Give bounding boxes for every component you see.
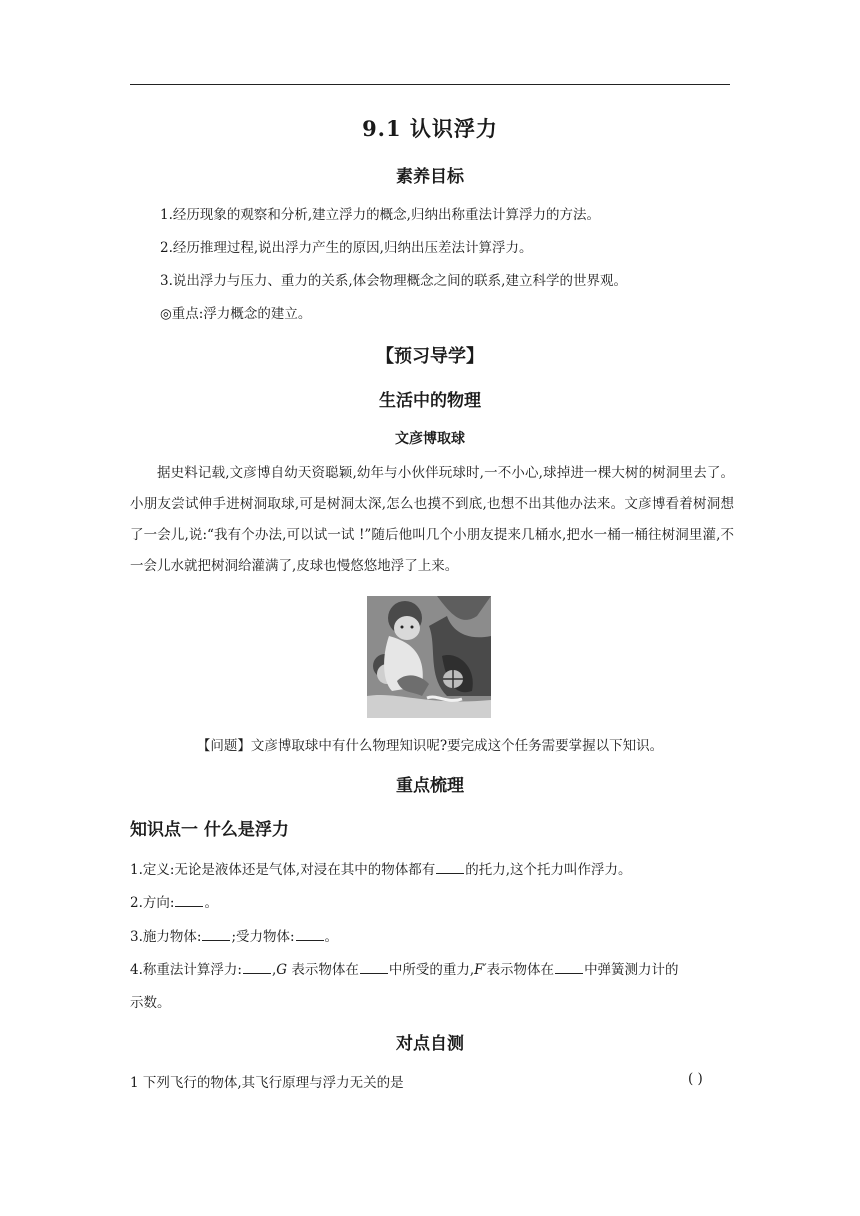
story-illustration xyxy=(367,596,491,718)
story-title: 文彦博取球 xyxy=(395,431,465,447)
story-question: 【问题】文彦博取球中有什么物理知识呢?要完成这个任务需要掌握以下知识。 xyxy=(196,738,664,754)
key-focus-note: ◎重点:浮力概念的建立。 xyxy=(160,306,312,322)
question-1: 1 下列飞行的物体,其飞行原理与浮力无关的是 xyxy=(130,1075,404,1091)
answer-blank[interactable] xyxy=(202,928,230,941)
preview-heading: 【预习导学】 xyxy=(376,346,484,367)
objectives-heading: 素养目标 xyxy=(396,167,464,187)
objective-item: 3.说出浮力与压力、重力的关系,体会物理概念之间的联系,建立科学的世界观。 xyxy=(160,273,627,289)
story-paragraph: 据史料记载,文彦博自幼天资聪颖,幼年与小伙伴玩球时,一不小心,球掉进一棵大树的树洞里去了。小朋友尝试伸手进树洞取球,可是树洞太深,怎么也摸不到底,也想不出其他办法来。文彦博看着树洞想了一会儿,说:“我有个办法,可以试一试 !”随后他叫几个小朋友提来几桶水,把水一桶一桶往树洞里灌,不一会儿水就把树洞给灌满了,皮球也慢悠悠地浮了上来。 xyxy=(130,465,734,574)
answer-blank[interactable] xyxy=(296,928,324,941)
physics-in-life-heading: 生活中的物理 xyxy=(379,391,481,411)
answer-blank[interactable] xyxy=(360,961,388,974)
knowledge-point-title: 知识点一 什么是浮力 xyxy=(130,820,289,840)
answer-blank[interactable] xyxy=(436,861,464,874)
definition-item: 1.定义:无论是液体还是气体,对浸在其中的物体都有 的托力,这个托力叫作浮力。 xyxy=(130,862,632,878)
weighing-method-item: 4.称重法计算浮力: ,G 表示物体在 中所受的重力,F′表示物体在 中弹簧测力计的 xyxy=(130,962,679,978)
answer-blank[interactable] xyxy=(555,961,583,974)
objective-item: 1.经历现象的观察和分析,建立浮力的概念,归纳出称重法计算浮力的方法。 xyxy=(160,207,600,223)
force-objects-item: 3.施力物体: ;受力物体: 。 xyxy=(130,929,339,945)
answer-blank[interactable] xyxy=(175,894,203,907)
page-title: 9.1 认识浮力 xyxy=(362,116,498,141)
direction-item: 2.方向: 。 xyxy=(130,895,218,911)
self-test-heading: 对点自测 xyxy=(396,1034,464,1054)
header-rule xyxy=(130,84,730,85)
answer-blank[interactable] xyxy=(243,961,271,974)
answer-paren[interactable]: ( ) xyxy=(688,1071,703,1087)
weighing-method-item-cont: 示数。 xyxy=(130,995,171,1011)
key-points-heading: 重点梳理 xyxy=(396,776,464,796)
objective-item: 2.经历推理过程,说出浮力产生的原因,归纳出压差法计算浮力。 xyxy=(160,240,533,256)
